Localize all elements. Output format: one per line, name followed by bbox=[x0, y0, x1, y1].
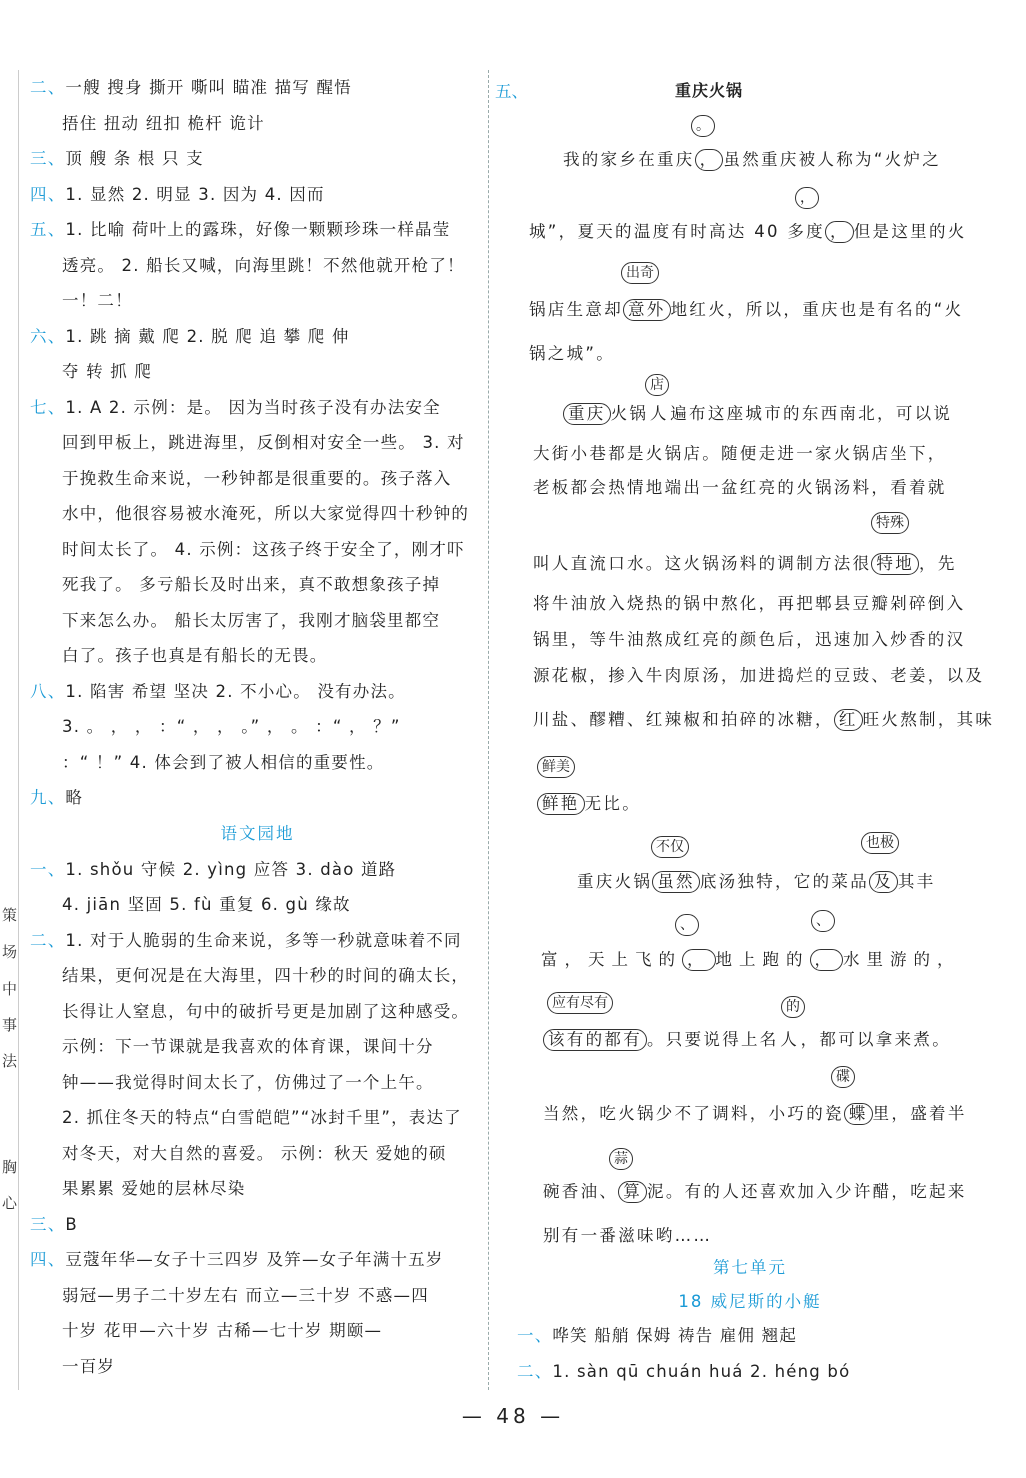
answer-line bbox=[30, 709, 485, 745]
answer-line bbox=[30, 1242, 485, 1278]
essay-line: 重庆 火锅人遍布这座城市的东西南北，可以说 bbox=[563, 400, 952, 425]
right-column bbox=[495, 70, 1005, 1400]
circled-mark: 特地 bbox=[871, 553, 919, 575]
garden-answer-list bbox=[30, 852, 485, 1385]
answer-text: 豆蔻年华—女子十三四岁 及笄—女子年满十五岁 bbox=[65, 1250, 444, 1269]
essay-line: 锅之城”。 bbox=[529, 344, 616, 363]
answer-text: 2. 抓住冬天的特点“白雪皑皑”“冰封千里”，表达了 bbox=[62, 1108, 462, 1127]
annotation: 不仅 bbox=[651, 836, 689, 858]
essay-line: 川盐、醪糟、红辣椒和拍碎的冰糖， 红 旺火熬制，其味 bbox=[533, 710, 995, 729]
column-divider bbox=[488, 70, 489, 1390]
annotation: 。 bbox=[691, 115, 715, 137]
answer-line bbox=[517, 1354, 850, 1390]
circled-mark: 意外 bbox=[623, 299, 671, 321]
circled-mark: 鲜艳 bbox=[537, 793, 585, 815]
essay-line: 鲜艳 无比。 bbox=[537, 790, 641, 815]
essay-line: 别有一番滋味哟…… bbox=[543, 1226, 713, 1245]
answer-line bbox=[30, 532, 485, 568]
margin-fragment: 胸 bbox=[2, 1158, 18, 1176]
answer-line bbox=[30, 780, 485, 816]
page-number: — 48 — bbox=[461, 1404, 565, 1428]
answer-text: 十岁 花甲—六十岁 古稀—七十岁 期颐— bbox=[62, 1321, 383, 1340]
answer-text: 1. 显然 2. 明显 3. 因为 4. 因而 bbox=[65, 184, 325, 204]
circled-mark: ， bbox=[682, 949, 716, 971]
answer-text: 透亮。 2. 船长又喊，向海里跳！不然他就开枪了！ bbox=[62, 255, 465, 275]
answer-text: 对冬天，对大自然的喜爱。 示例：秋天 爱她的硕 bbox=[62, 1143, 447, 1163]
answer-line bbox=[30, 212, 485, 248]
section-label: 五、 bbox=[30, 220, 66, 239]
answer-line bbox=[30, 887, 485, 923]
section-label: 二、 bbox=[30, 78, 66, 97]
answer-text: 弱冠—男子二十岁左右 而立—三十岁 不惑—四 bbox=[62, 1285, 429, 1305]
circled-mark: 虽然 bbox=[652, 871, 700, 893]
lesson-answer-list bbox=[517, 1318, 850, 1389]
answer-line bbox=[30, 1171, 485, 1207]
answer-text: 1. 比喻 荷叶上的露珠，好像一颗颗珍珠一样晶莹 bbox=[65, 220, 451, 239]
answer-text: 略 bbox=[65, 788, 84, 807]
annotation: 蒜 bbox=[609, 1148, 633, 1170]
annotation: 应有尽有 bbox=[547, 992, 613, 1014]
answer-line bbox=[30, 390, 485, 426]
essay-line: 将牛油放入烧热的锅中熬化，再把郫县豆瓣剁碎倒入 bbox=[533, 594, 966, 613]
annotation: 碟 bbox=[831, 1066, 855, 1088]
answer-text: 哗笑 船艄 保姆 祷告 雇佣 翘起 bbox=[552, 1326, 798, 1345]
answer-line bbox=[30, 1207, 485, 1243]
margin-fragment: 中 bbox=[2, 980, 18, 998]
answer-text: 顶 艘 条 根 只 支 bbox=[65, 149, 204, 168]
section-label: 一、 bbox=[517, 1326, 553, 1345]
answer-text: ：“ ！” 4. 体会到了被人相信的重要性。 bbox=[62, 752, 385, 772]
annotation: 、 bbox=[811, 910, 835, 932]
section-five-label: 五、 bbox=[495, 82, 528, 101]
circled-mark: 重庆 bbox=[563, 403, 611, 425]
essay-line: 城”，夏天的温度有时高达 40 多度 ， 但是这里的火 bbox=[529, 222, 967, 241]
answer-text: 果累累 爱她的层林尽染 bbox=[62, 1179, 246, 1198]
essay-line: 锅店生意却 意外 地红火，所以，重庆也是有名的“火 bbox=[529, 300, 964, 319]
answer-text: 3. 。 ， ， ：“ ， ， 。” ， 。 ：“ ， ？” bbox=[62, 717, 401, 736]
answer-text: 1. 对于人脆弱的生命来说，多等一秒就意味着不同 bbox=[65, 930, 462, 950]
annotation: 鲜美 bbox=[537, 756, 575, 778]
answer-line bbox=[30, 852, 485, 888]
section-label: 四、 bbox=[30, 1250, 66, 1269]
answer-text: 1. 陷害 希望 坚决 2. 不小心。 没有办法。 bbox=[65, 681, 406, 701]
circled-mark: ， bbox=[825, 221, 854, 243]
circled-mark: 算 bbox=[618, 1181, 647, 1203]
essay-line: 当然，吃火锅少不了调料，小巧的瓷 蝶 里，盛着半 bbox=[543, 1104, 967, 1123]
margin-fragment: 心 bbox=[2, 1194, 18, 1212]
margin-fragment: 事 bbox=[2, 1016, 18, 1034]
section-label: 二、 bbox=[30, 930, 66, 950]
answer-line bbox=[30, 283, 485, 319]
answer-line bbox=[30, 994, 485, 1030]
essay-line: 锅里，等牛油熬成红亮的颜色后，迅速加入炒香的汉 bbox=[533, 630, 966, 649]
essay-line: 老板都会热情地端出一盆红亮的火锅汤料，看着就 bbox=[533, 478, 947, 497]
answer-text: 一百岁 bbox=[62, 1356, 116, 1376]
answer-text: 时间太长了。 4. 示例：这孩子终于安全了，刚才吓 bbox=[62, 539, 465, 559]
answer-line bbox=[30, 603, 485, 639]
unit-title: 第七单元 bbox=[713, 1258, 787, 1277]
answer-text: 于挽救生命来说，一秒钟都是很重要的。孩子落入 bbox=[62, 468, 452, 488]
answer-text: B bbox=[65, 1214, 78, 1234]
essay-line: 大街小巷都是火锅店。随便走进一家火锅店坐下， bbox=[533, 444, 947, 463]
essay-line: 富，天上飞的 ， 地上跑的 ， 水里游的， bbox=[541, 950, 961, 969]
annotation: 也极 bbox=[861, 832, 899, 854]
garden-title: 语文园地 bbox=[220, 823, 295, 843]
answer-text: 捂住 扭动 纽扣 桅杆 诡计 bbox=[62, 113, 265, 133]
answer-line bbox=[30, 1349, 485, 1385]
answer-text: 夺 转 抓 爬 bbox=[62, 362, 153, 381]
answer-line bbox=[30, 1065, 485, 1101]
answer-line bbox=[30, 1313, 485, 1349]
section-label: 三、 bbox=[30, 149, 66, 168]
annotation: 特殊 bbox=[871, 512, 909, 534]
left-column bbox=[30, 70, 485, 1384]
answer-line bbox=[30, 106, 485, 142]
answer-line bbox=[30, 745, 485, 781]
circled-mark: 蝶 bbox=[844, 1103, 873, 1125]
answer-text: 结果，更何况是在大海里，四十秒的时间的确太长， bbox=[62, 966, 470, 985]
answer-text: 一艘 搜身 撕开 嘶叫 瞄准 描写 醒悟 bbox=[65, 78, 352, 97]
answer-text: 白了。孩子也真是有船长的无畏。 bbox=[62, 646, 328, 665]
circled-mark: ， bbox=[695, 149, 724, 171]
answer-text: 水中，他很容易被水淹死，所以大家觉得四十秒钟的 bbox=[62, 504, 470, 523]
answer-text: 1. sàn qū chuán huá 2. héng bó bbox=[552, 1361, 851, 1381]
answer-line bbox=[30, 674, 485, 710]
answer-line bbox=[30, 923, 485, 959]
circled-mark: ， bbox=[810, 949, 844, 971]
annotation: 出奇 bbox=[621, 262, 659, 284]
answer-line bbox=[30, 1100, 485, 1136]
answer-line bbox=[30, 177, 485, 213]
margin-fragment: 策 bbox=[2, 906, 18, 924]
answer-line bbox=[30, 1278, 485, 1314]
section-label: 二、 bbox=[517, 1361, 553, 1381]
margin-fragment: 法 bbox=[2, 1052, 18, 1070]
answer-line bbox=[30, 638, 485, 674]
answer-text: 4. jiān 坚固 5. fù 重复 6. gù 缘故 bbox=[62, 895, 351, 914]
answer-text: 下来怎么办。 船长太厉害了，我刚才脑袋里都空 bbox=[62, 610, 441, 630]
essay-line: 碗香油、 算 泥。有的人还喜欢加入少许醋，吃起来 bbox=[543, 1182, 967, 1201]
section-label: 八、 bbox=[30, 681, 66, 701]
left-rule bbox=[18, 70, 19, 1390]
answer-line bbox=[30, 141, 485, 177]
answer-line bbox=[30, 70, 485, 106]
answer-line bbox=[30, 461, 485, 497]
answer-text: 1. shǒu 守候 2. yìng 应答 3. dào 道路 bbox=[65, 859, 397, 879]
essay-line: 源花椒，掺入牛肉原汤，加进捣烂的豆豉、老姜，以及 bbox=[533, 666, 985, 685]
answer-line bbox=[30, 248, 485, 284]
answer-line bbox=[30, 425, 485, 461]
answer-text: 1. 跳 摘 戴 爬 2. 脱 爬 追 攀 爬 伸 bbox=[65, 326, 350, 346]
circled-mark: 红 bbox=[834, 709, 863, 731]
essay-line: 我的家乡在重庆 ， 虽然重庆被人称为“火炉之 bbox=[563, 150, 942, 169]
essay-title: 重庆火锅 bbox=[675, 81, 744, 100]
section-label: 七、 bbox=[30, 397, 66, 417]
lesson-title: 18 威尼斯的小艇 bbox=[678, 1292, 822, 1311]
answer-text: 长得让人窒息，句中的破折号更是加剧了这种感受。 bbox=[62, 1001, 470, 1021]
answer-line bbox=[30, 1029, 485, 1065]
section-label: 三、 bbox=[30, 1214, 66, 1234]
answer-text: 死我了。 多亏船长及时出来，真不敢想象孩子掉 bbox=[62, 575, 441, 594]
section-label: 一、 bbox=[30, 859, 66, 879]
section-label: 九、 bbox=[30, 788, 66, 807]
essay-line: 该有的都有 。只要说得上名人，都可以拿来煮。 bbox=[543, 1026, 951, 1051]
answer-line bbox=[30, 1136, 485, 1172]
answer-text: 钟——我觉得时间太长了，仿佛过了一个上午。 bbox=[62, 1072, 434, 1092]
answer-text: 示例：下一节课就是我喜欢的体育课，课间十分 bbox=[62, 1037, 434, 1056]
annotation: 的 bbox=[781, 996, 805, 1018]
answer-line bbox=[30, 354, 485, 390]
annotation: 店 bbox=[645, 374, 669, 396]
circled-mark: 及 bbox=[869, 871, 898, 893]
answer-text: 一！二！ bbox=[62, 291, 133, 310]
answer-text: 回到甲板上，跳进海里，反倒相对安全一些。 3. 对 bbox=[62, 433, 465, 452]
annotation: ， bbox=[795, 187, 819, 209]
essay-line: 重庆火锅 虽然 底汤独特，它的菜品 及 其丰 bbox=[577, 872, 936, 891]
margin-fragment: 场 bbox=[2, 943, 18, 961]
answer-line bbox=[30, 496, 485, 532]
section-label: 四、 bbox=[30, 184, 66, 204]
essay-line: 叫人直流口水。这火锅汤料的调制方法很 特地 ，先 bbox=[533, 554, 957, 573]
circled-mark: 该有的都有 bbox=[543, 1029, 647, 1051]
answer-line bbox=[517, 1318, 850, 1354]
answer-line bbox=[30, 567, 485, 603]
section-label: 六、 bbox=[30, 326, 66, 346]
answer-text: 1. A 2. 示例：是。 因为当时孩子没有办法安全 bbox=[65, 397, 441, 417]
annotation: 、 bbox=[675, 914, 699, 936]
answer-line bbox=[30, 319, 485, 355]
answer-line bbox=[30, 958, 485, 994]
left-answer-list bbox=[30, 70, 485, 816]
